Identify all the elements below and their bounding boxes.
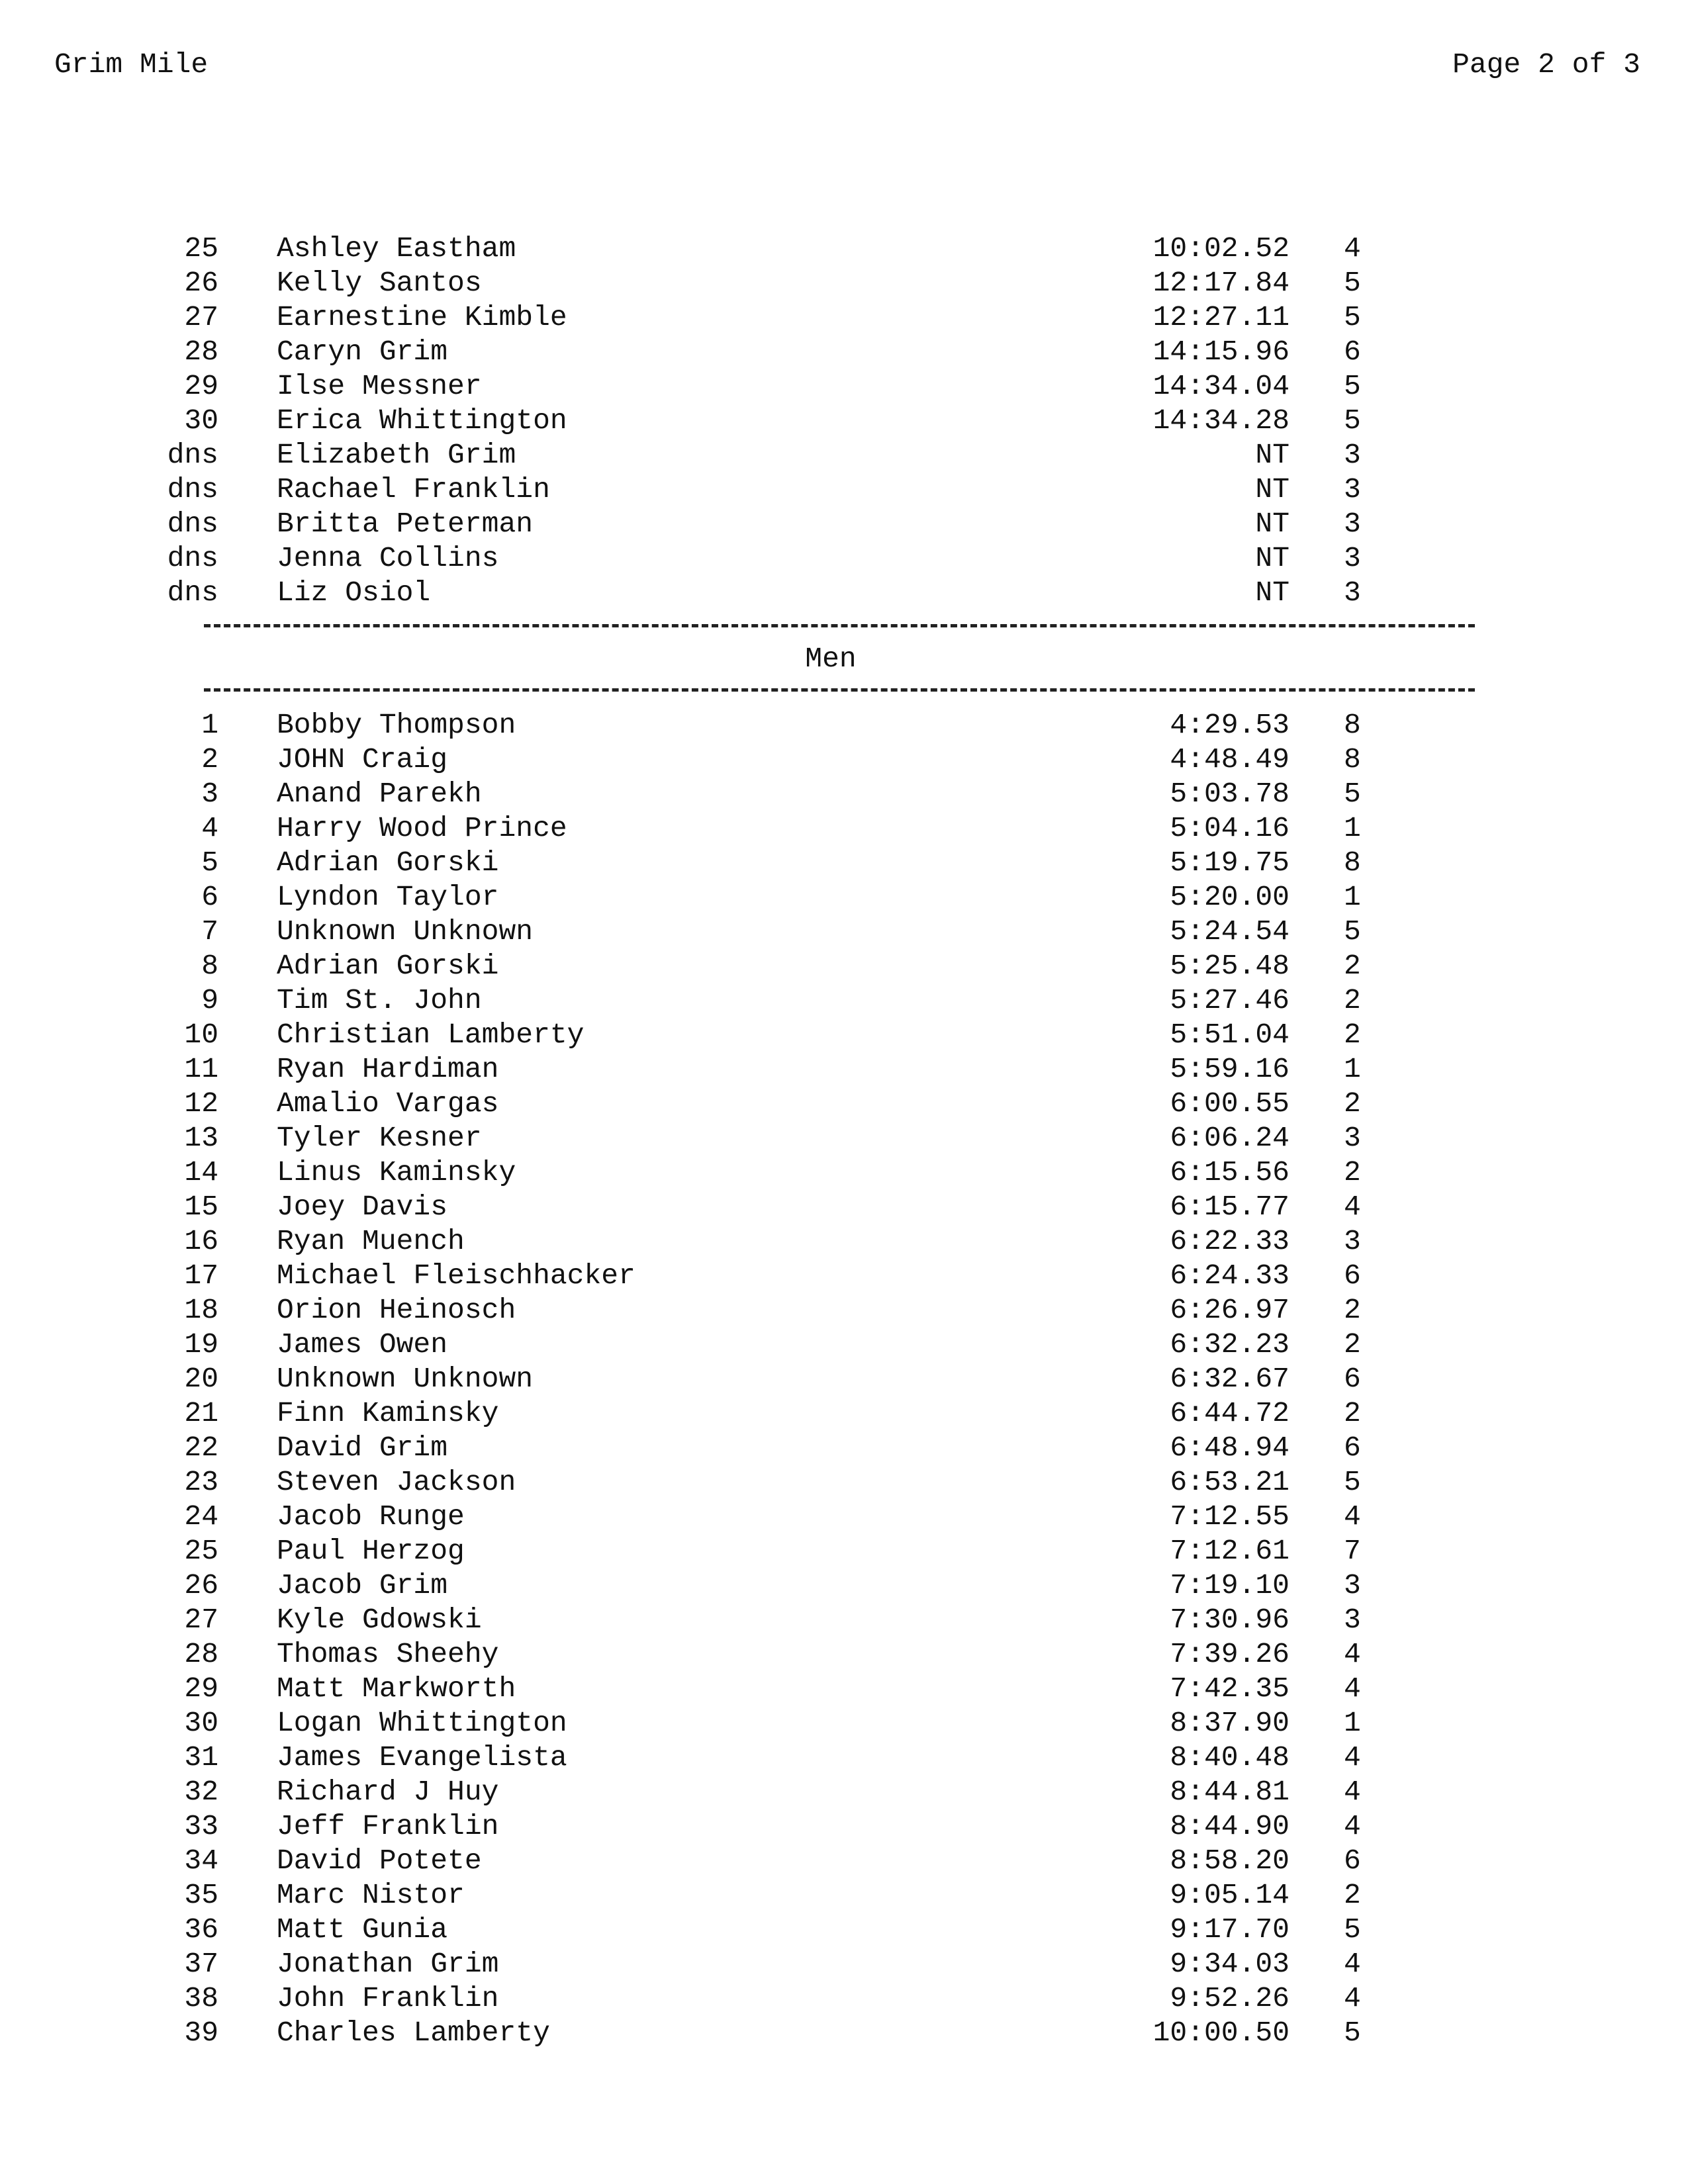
result-time: 8:44.81 — [1170, 1776, 1289, 1808]
result-name: Joey Davis — [277, 1191, 448, 1223]
result-group: 4 — [1344, 1776, 1361, 1808]
result-place: 1 — [201, 709, 218, 741]
result-name: James Owen — [277, 1328, 448, 1361]
result-name: JOHN Craig — [277, 743, 448, 776]
result-group: 2 — [1344, 1019, 1361, 1051]
result-name: Unknown Unknown — [277, 915, 534, 948]
result-place: 15 — [184, 1191, 218, 1223]
result-group: 5 — [1344, 915, 1361, 948]
result-place: 16 — [184, 1225, 218, 1257]
result-time: 10:00.50 — [1152, 2017, 1289, 2049]
result-place: 21 — [184, 1397, 218, 1430]
result-row — [0, 1396, 1688, 1431]
result-group: 5 — [1344, 2017, 1361, 2049]
result-group: 8 — [1344, 846, 1361, 879]
section-divider-top — [204, 624, 1475, 627]
result-name: Thomas Sheehy — [277, 1638, 499, 1670]
result-row — [0, 404, 1688, 438]
result-row — [0, 1706, 1688, 1741]
result-group: 3 — [1344, 473, 1361, 506]
result-group: 4 — [1344, 1948, 1361, 1980]
result-time: 6:44.72 — [1170, 1397, 1289, 1430]
result-time: 6:15.56 — [1170, 1156, 1289, 1189]
result-name: Finn Kaminsky — [277, 1397, 499, 1430]
result-row — [0, 1190, 1688, 1224]
result-time: 7:39.26 — [1170, 1638, 1289, 1670]
result-row — [0, 1431, 1688, 1465]
result-time: 8:44.90 — [1170, 1810, 1289, 1843]
result-place: 25 — [184, 232, 218, 265]
result-time: 6:32.23 — [1170, 1328, 1289, 1361]
result-time: 14:34.28 — [1152, 404, 1289, 437]
result-row — [0, 1534, 1688, 1569]
result-time: 6:24.33 — [1170, 1259, 1289, 1292]
result-place: 23 — [184, 1466, 218, 1498]
result-time: 7:19.10 — [1170, 1569, 1289, 1602]
result-row — [0, 846, 1688, 880]
result-group: 6 — [1344, 1432, 1361, 1464]
result-time: 8:40.48 — [1170, 1741, 1289, 1774]
result-name: David Grim — [277, 1432, 448, 1464]
result-name: Kyle Gdowski — [277, 1604, 482, 1636]
result-group: 8 — [1344, 743, 1361, 776]
result-name: Jonathan Grim — [277, 1948, 499, 1980]
result-group: 8 — [1344, 709, 1361, 741]
result-time: 7:12.61 — [1170, 1535, 1289, 1567]
result-place: 28 — [184, 1638, 218, 1670]
result-row — [0, 369, 1688, 404]
result-name: Erica Whittington — [277, 404, 567, 437]
result-place: 35 — [184, 1879, 218, 1911]
result-name: Jenna Collins — [277, 542, 499, 574]
result-row — [0, 880, 1688, 915]
result-time: 12:27.11 — [1152, 301, 1289, 334]
result-place: 31 — [184, 1741, 218, 1774]
result-place: 19 — [184, 1328, 218, 1361]
result-group: 5 — [1344, 778, 1361, 810]
result-name: Anand Parekh — [277, 778, 482, 810]
result-group: 7 — [1344, 1535, 1361, 1567]
result-row — [0, 335, 1688, 369]
result-row — [0, 507, 1688, 541]
result-row — [0, 1981, 1688, 2016]
document-title: Grim Mile — [54, 48, 209, 81]
result-place: 11 — [184, 1053, 218, 1085]
result-time: 9:34.03 — [1170, 1948, 1289, 1980]
result-name: Tim St. John — [277, 984, 482, 1017]
page-number: Page 2 of 3 — [1452, 48, 1640, 81]
result-group: 5 — [1344, 1466, 1361, 1498]
result-place: 10 — [184, 1019, 218, 1051]
result-time: NT — [1255, 439, 1289, 471]
result-time: 12:17.84 — [1152, 267, 1289, 299]
result-time: 6:53.21 — [1170, 1466, 1289, 1498]
result-group: 1 — [1344, 1053, 1361, 1085]
result-group: 4 — [1344, 1810, 1361, 1843]
result-time: 5:27.46 — [1170, 984, 1289, 1017]
result-row — [0, 1637, 1688, 1672]
result-group: 3 — [1344, 576, 1361, 609]
result-name: Bobby Thompson — [277, 709, 516, 741]
result-group: 2 — [1344, 984, 1361, 1017]
result-row — [0, 1224, 1688, 1259]
result-group: 3 — [1344, 1122, 1361, 1154]
result-time: 10:02.52 — [1152, 232, 1289, 265]
result-group: 2 — [1344, 1328, 1361, 1361]
result-name: David Potete — [277, 1844, 482, 1877]
result-place: 8 — [201, 950, 218, 982]
result-place: 33 — [184, 1810, 218, 1843]
result-place: 29 — [184, 370, 218, 402]
result-name: Marc Nistor — [277, 1879, 465, 1911]
result-time: 5:03.78 — [1170, 778, 1289, 810]
result-place: dns — [167, 508, 218, 540]
result-row — [0, 1741, 1688, 1775]
result-name: Earnestine Kimble — [277, 301, 567, 334]
result-time: 5:25.48 — [1170, 950, 1289, 982]
result-row — [0, 473, 1688, 507]
result-name: Jacob Grim — [277, 1569, 448, 1602]
result-row — [0, 743, 1688, 777]
result-time: NT — [1255, 508, 1289, 540]
result-row — [0, 1052, 1688, 1087]
result-row — [0, 1947, 1688, 1981]
result-row — [0, 1844, 1688, 1878]
result-row — [0, 438, 1688, 473]
result-time: 7:30.96 — [1170, 1604, 1289, 1636]
result-group: 6 — [1344, 1844, 1361, 1877]
result-name: Adrian Gorski — [277, 950, 499, 982]
result-group: 5 — [1344, 267, 1361, 299]
result-group: 4 — [1344, 1672, 1361, 1705]
result-group: 2 — [1344, 950, 1361, 982]
women-results-list — [0, 232, 1688, 610]
section-divider-bottom — [204, 688, 1475, 692]
result-place: dns — [167, 576, 218, 609]
result-group: 4 — [1344, 1191, 1361, 1223]
result-place: 29 — [184, 1672, 218, 1705]
result-time: 9:17.70 — [1170, 1913, 1289, 1946]
result-group: 2 — [1344, 1294, 1361, 1326]
result-row — [0, 1913, 1688, 1947]
result-place: 6 — [201, 881, 218, 913]
result-place: 37 — [184, 1948, 218, 1980]
result-place: 26 — [184, 1569, 218, 1602]
result-name: Steven Jackson — [277, 1466, 516, 1498]
result-name: Orion Heinosch — [277, 1294, 516, 1326]
result-place: 18 — [184, 1294, 218, 1326]
result-row — [0, 300, 1688, 335]
result-name: Harry Wood Prince — [277, 812, 567, 844]
result-name: Richard J Huy — [277, 1776, 499, 1808]
result-place: 34 — [184, 1844, 218, 1877]
result-group: 1 — [1344, 1707, 1361, 1739]
result-row — [0, 1569, 1688, 1603]
result-time: 6:00.55 — [1170, 1087, 1289, 1120]
result-place: 39 — [184, 2017, 218, 2049]
result-name: Charles Lamberty — [277, 2017, 550, 2049]
result-place: 27 — [184, 1604, 218, 1636]
result-time: 5:51.04 — [1170, 1019, 1289, 1051]
result-time: NT — [1255, 542, 1289, 574]
result-place: dns — [167, 439, 218, 471]
result-time: 14:15.96 — [1152, 336, 1289, 368]
result-row — [0, 811, 1688, 846]
result-time: 6:32.67 — [1170, 1363, 1289, 1395]
result-place: 25 — [184, 1535, 218, 1567]
result-name: James Evangelista — [277, 1741, 567, 1774]
result-group: 6 — [1344, 1259, 1361, 1292]
result-name: Ashley Eastham — [277, 232, 516, 265]
result-place: 26 — [184, 267, 218, 299]
result-name: Adrian Gorski — [277, 846, 499, 879]
result-row — [0, 1087, 1688, 1121]
result-time: 9:52.26 — [1170, 1982, 1289, 2015]
result-row — [0, 1362, 1688, 1396]
result-row — [0, 1121, 1688, 1156]
result-row — [0, 1293, 1688, 1328]
result-name: Paul Herzog — [277, 1535, 465, 1567]
result-time: 6:48.94 — [1170, 1432, 1289, 1464]
result-place: 20 — [184, 1363, 218, 1395]
result-name: Christian Lamberty — [277, 1019, 585, 1051]
result-group: 2 — [1344, 1087, 1361, 1120]
result-time: 5:04.16 — [1170, 812, 1289, 844]
result-place: 13 — [184, 1122, 218, 1154]
result-row — [0, 949, 1688, 983]
result-time: 6:22.33 — [1170, 1225, 1289, 1257]
result-row — [0, 232, 1688, 266]
result-name: Britta Peterman — [277, 508, 534, 540]
result-row — [0, 541, 1688, 576]
result-time: 8:37.90 — [1170, 1707, 1289, 1739]
result-group: 5 — [1344, 1913, 1361, 1946]
result-time: NT — [1255, 576, 1289, 609]
result-time: 5:24.54 — [1170, 915, 1289, 948]
result-row — [0, 1672, 1688, 1706]
result-time: 7:12.55 — [1170, 1500, 1289, 1533]
result-name: Jacob Runge — [277, 1500, 465, 1533]
result-place: dns — [167, 542, 218, 574]
result-place: dns — [167, 473, 218, 506]
result-time: 6:15.77 — [1170, 1191, 1289, 1223]
result-row — [0, 266, 1688, 300]
result-group: 2 — [1344, 1156, 1361, 1189]
result-time: 5:59.16 — [1170, 1053, 1289, 1085]
result-group: 4 — [1344, 1741, 1361, 1774]
result-name: Rachael Franklin — [277, 473, 550, 506]
result-place: 30 — [184, 1707, 218, 1739]
result-time: 6:26.97 — [1170, 1294, 1289, 1326]
result-place: 2 — [201, 743, 218, 776]
result-row — [0, 1259, 1688, 1293]
result-time: 4:29.53 — [1170, 709, 1289, 741]
result-group: 4 — [1344, 232, 1361, 265]
result-group: 3 — [1344, 1569, 1361, 1602]
result-group: 3 — [1344, 1225, 1361, 1257]
result-time: 8:58.20 — [1170, 1844, 1289, 1877]
result-group: 5 — [1344, 301, 1361, 334]
result-name: Michael Fleischhacker — [277, 1259, 635, 1292]
result-place: 27 — [184, 301, 218, 334]
result-row — [0, 1809, 1688, 1844]
result-group: 2 — [1344, 1879, 1361, 1911]
result-row — [0, 708, 1688, 743]
result-group: 2 — [1344, 1397, 1361, 1430]
result-group: 4 — [1344, 1982, 1361, 2015]
result-place: 30 — [184, 404, 218, 437]
result-name: Ilse Messner — [277, 370, 482, 402]
result-name: Ryan Muench — [277, 1225, 465, 1257]
result-place: 12 — [184, 1087, 218, 1120]
result-name: Logan Whittington — [277, 1707, 567, 1739]
result-row — [0, 1018, 1688, 1052]
result-group: 3 — [1344, 508, 1361, 540]
result-group: 3 — [1344, 542, 1361, 574]
result-group: 3 — [1344, 439, 1361, 471]
result-group: 1 — [1344, 812, 1361, 844]
result-name: Unknown Unknown — [277, 1363, 534, 1395]
result-name: Elizabeth Grim — [277, 439, 516, 471]
result-row — [0, 576, 1688, 610]
result-row — [0, 1878, 1688, 1913]
result-name: Matt Markworth — [277, 1672, 516, 1705]
result-place: 3 — [201, 778, 218, 810]
result-row — [0, 2016, 1688, 2050]
result-name: Liz Osiol — [277, 576, 431, 609]
result-place: 4 — [201, 812, 218, 844]
result-place: 28 — [184, 336, 218, 368]
result-row — [0, 1500, 1688, 1534]
result-time: 4:48.49 — [1170, 743, 1289, 776]
result-row — [0, 915, 1688, 949]
result-place: 22 — [184, 1432, 218, 1464]
result-place: 32 — [184, 1776, 218, 1808]
result-time: 6:06.24 — [1170, 1122, 1289, 1154]
result-name: Lyndon Taylor — [277, 881, 499, 913]
result-name: Jeff Franklin — [277, 1810, 499, 1843]
result-group: 3 — [1344, 1604, 1361, 1636]
result-group: 6 — [1344, 336, 1361, 368]
result-place: 24 — [184, 1500, 218, 1533]
result-name: Caryn Grim — [277, 336, 448, 368]
result-row — [0, 1156, 1688, 1190]
result-time: 7:42.35 — [1170, 1672, 1289, 1705]
result-row — [0, 1603, 1688, 1637]
men-results-list — [0, 708, 1688, 2050]
result-group: 6 — [1344, 1363, 1361, 1395]
result-place: 5 — [201, 846, 218, 879]
result-name: Tyler Kesner — [277, 1122, 482, 1154]
result-group: 4 — [1344, 1500, 1361, 1533]
result-name: Kelly Santos — [277, 267, 482, 299]
result-row — [0, 777, 1688, 811]
result-name: John Franklin — [277, 1982, 499, 2015]
result-name: Amalio Vargas — [277, 1087, 499, 1120]
result-group: 4 — [1344, 1638, 1361, 1670]
result-row — [0, 1465, 1688, 1500]
result-row — [0, 1775, 1688, 1809]
result-row — [0, 983, 1688, 1018]
result-group: 5 — [1344, 404, 1361, 437]
result-time: NT — [1255, 473, 1289, 506]
result-name: Linus Kaminsky — [277, 1156, 516, 1189]
result-time: 9:05.14 — [1170, 1879, 1289, 1911]
result-time: 5:19.75 — [1170, 846, 1289, 879]
result-group: 5 — [1344, 370, 1361, 402]
result-time: 14:34.04 — [1152, 370, 1289, 402]
result-place: 38 — [184, 1982, 218, 2015]
result-time: 5:20.00 — [1170, 881, 1289, 913]
result-place: 7 — [201, 915, 218, 948]
result-name: Matt Gunia — [277, 1913, 448, 1946]
result-name: Ryan Hardiman — [277, 1053, 499, 1085]
result-row — [0, 1328, 1688, 1362]
result-place: 36 — [184, 1913, 218, 1946]
section-title-men: Men — [805, 643, 857, 675]
result-place: 9 — [201, 984, 218, 1017]
result-place: 14 — [184, 1156, 218, 1189]
result-group: 1 — [1344, 881, 1361, 913]
result-place: 17 — [184, 1259, 218, 1292]
